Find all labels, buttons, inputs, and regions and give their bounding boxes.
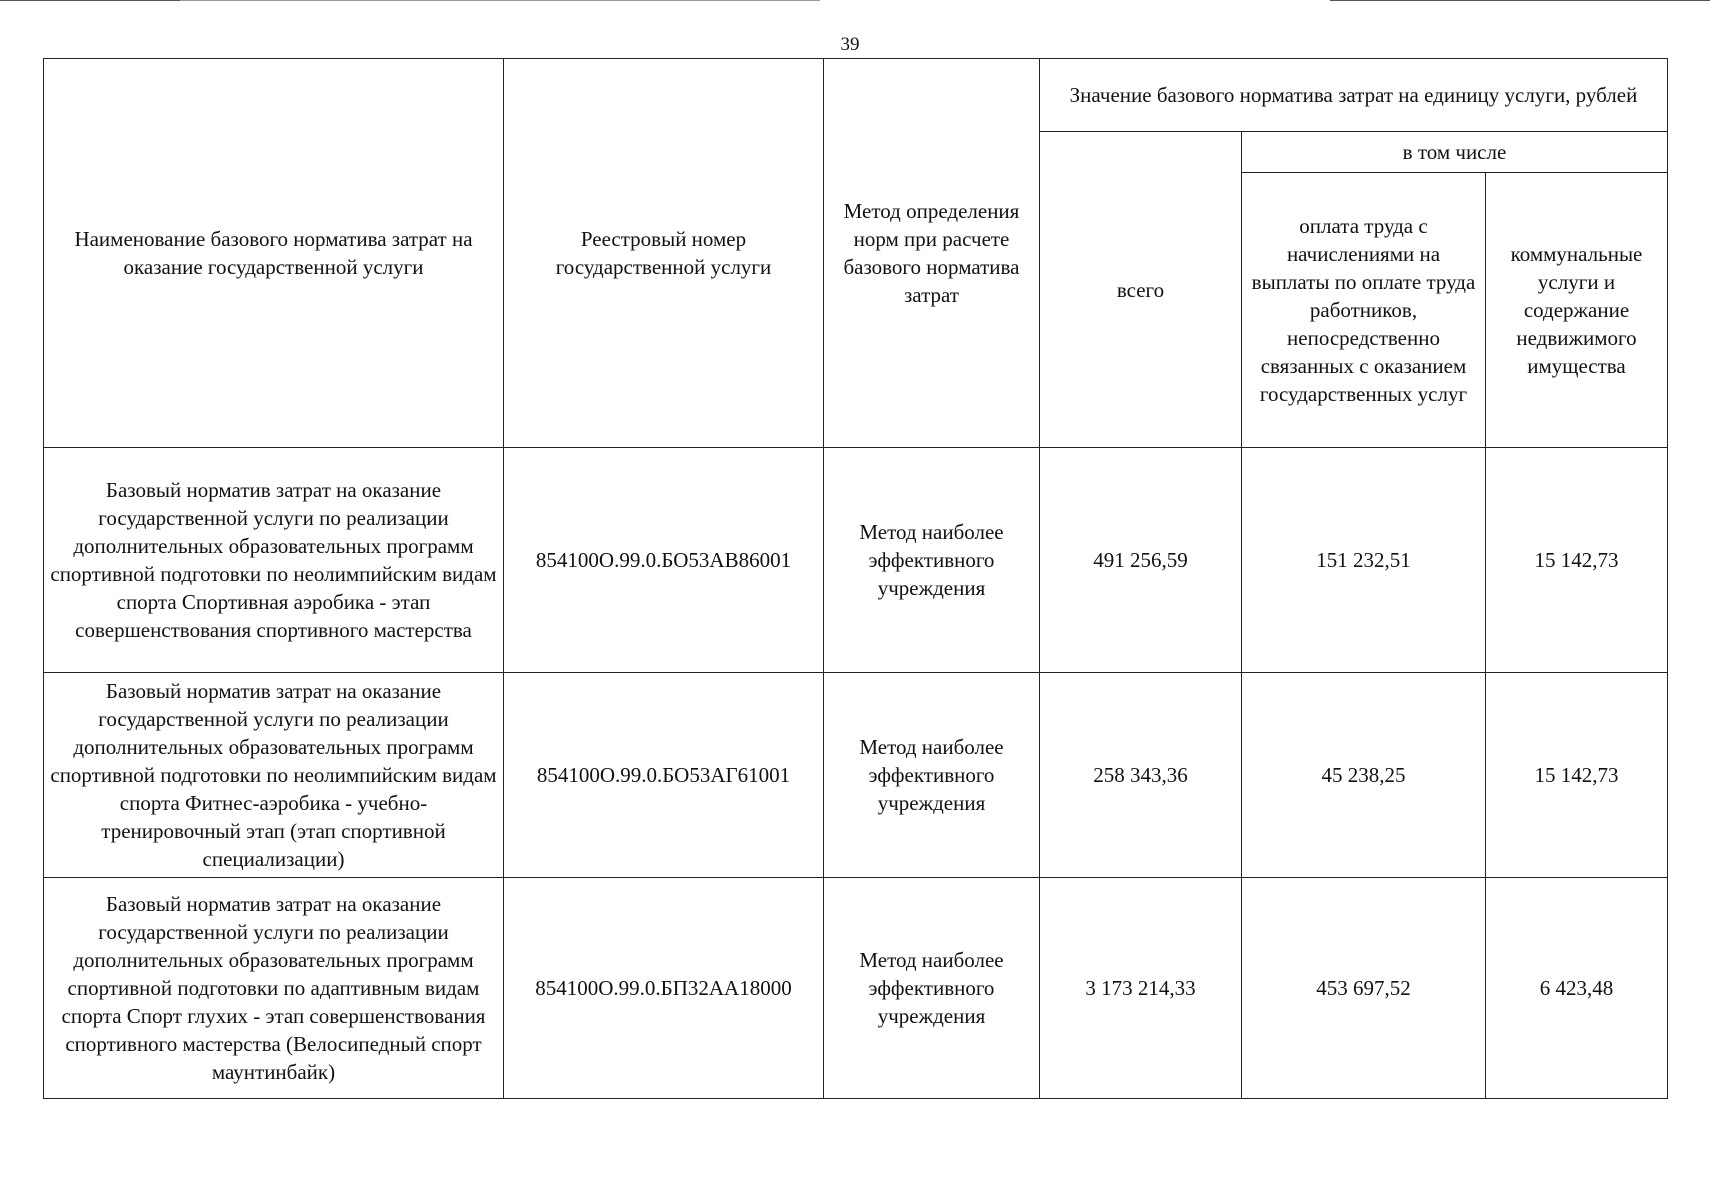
- cell-registry-number: 854100О.99.0.БО53АВ86001: [504, 448, 824, 673]
- cell-name: Базовый норматив затрат на оказание государственной услуги по реализации дополнительных образовательных программ спортивной подготовки по адаптивным видам спорта Спорт глухих - этап совершенствования спортивного мастерства (Велосипедный спорт маунтинбайк): [44, 878, 504, 1099]
- cell-registry-number: 854100О.99.0.БП32АА18000: [504, 878, 824, 1099]
- table-row: [44, 878, 1668, 1099]
- header-including: в том числе: [1242, 132, 1668, 173]
- header-total: всего: [1040, 132, 1242, 448]
- cell-total: 258 343,36: [1040, 673, 1242, 878]
- header-utilities: коммунальные услуги и содержание недвижимого имущества: [1486, 173, 1668, 448]
- cell-payroll: 45 238,25: [1242, 673, 1486, 878]
- cell-name: Базовый норматив затрат на оказание государственной услуги по реализации дополнительных образовательных программ спортивной подготовки по неолимпийским видам спорта Фитнес-аэробика - учебно-тренировочный этап (этап спортивной специализации): [44, 673, 504, 878]
- cell-utilities: 15 142,73: [1486, 448, 1668, 673]
- cell-method: Метод наиболее эффективного учреждения: [824, 673, 1040, 878]
- page-number: 39: [840, 34, 860, 55]
- header-payroll: оплата труда с начислениями на выплаты по оплате труда работников, непосредственно связанных с оказанием государственных услуг: [1242, 173, 1486, 448]
- cell-registry-number: 854100О.99.0.БО53АГ61001: [504, 673, 824, 878]
- table-row: [44, 673, 1668, 878]
- cell-utilities: 6 423,48: [1486, 878, 1668, 1099]
- header-value: Значение базового норматива затрат на единицу услуги, рублей: [1040, 59, 1668, 132]
- header-registry-number: Реестровый номер государственной услуги: [504, 59, 824, 448]
- cell-payroll: 151 232,51: [1242, 448, 1486, 673]
- header-row-1: [44, 59, 1668, 132]
- cell-name: Базовый норматив затрат на оказание государственной услуги по реализации дополнительных образовательных программ спортивной подготовки по неолимпийским видам спорта Спортивная аэробика - этап совершенствования спортивного мастерства: [44, 448, 504, 673]
- header-method: Метод определения норм при расчете базового норматива затрат: [824, 59, 1040, 448]
- top-rule-middle: [180, 0, 820, 1]
- header-name: Наименование базового норматива затрат на оказание государственной услуги: [44, 59, 504, 448]
- cost-norms-table: [43, 58, 1668, 1099]
- top-rule-right: [1330, 0, 1710, 1]
- cell-utilities: 15 142,73: [1486, 673, 1668, 878]
- cell-method: Метод наиболее эффективного учреждения: [824, 878, 1040, 1099]
- top-rule-left: [0, 0, 180, 1]
- cell-payroll: 453 697,52: [1242, 878, 1486, 1099]
- table-row: [44, 448, 1668, 673]
- cell-total: 491 256,59: [1040, 448, 1242, 673]
- cell-method: Метод наиболее эффективного учреждения: [824, 448, 1040, 673]
- cell-total: 3 173 214,33: [1040, 878, 1242, 1099]
